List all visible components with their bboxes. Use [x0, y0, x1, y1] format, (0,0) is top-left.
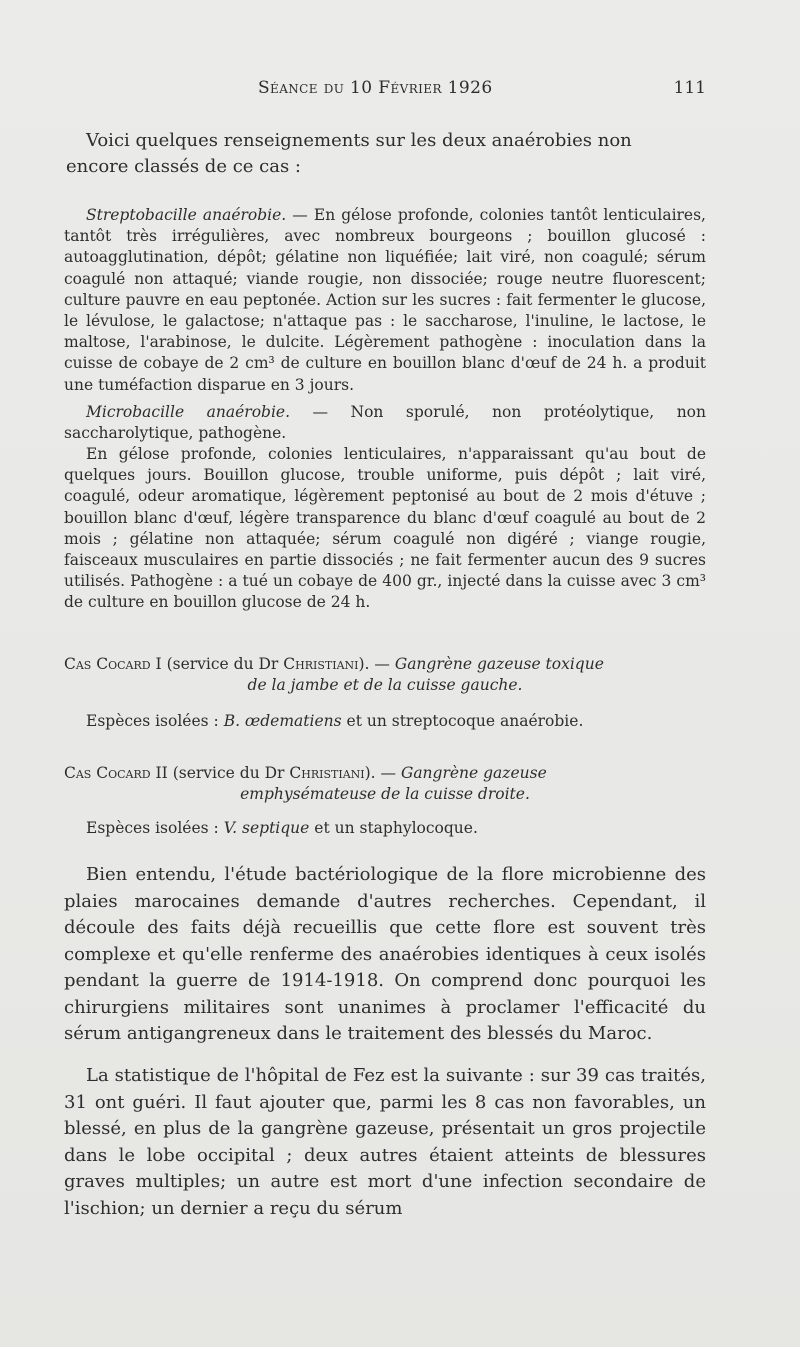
case-cocard-ii-line-1	[64, 763, 706, 784]
streptobacille-title: Streptobacille anaérobie.	[86, 206, 287, 224]
case-cocard-i-name: Cas Cocard I	[64, 655, 162, 673]
microbacille-title: Microbacille anaérobie.	[86, 403, 291, 421]
streptobacille-description: — En gélose profonde, colonies tantôt lenticulaires, tantôt très irrégulières, avec nombreux bourgeons ; bouillon glucosé : autoagglutination, dépôt; gélatine non liquéfiée; lait viré, non coagulé; sérum coagulé non attaqué; viande rougie, non dissociée; rouge neutre fluorescent; culture pauvre en eau peptonée. Action sur les sucres : fait fermenter le glucose, le lévulose, le galactose; n'attaque pas : le saccharose, l'inuline, le lactose, le maltose, l'arabinose, le dulcite. Légèrement pathogène : inoculation dans la cuisse de cobaye de 2 cm³ de culture en bouillon blanc d'œuf de 24 h. a produit une tuméfaction disparue en 3 jours.	[64, 206, 706, 394]
species-case-ii-suffix: et un staphylocoque.	[309, 819, 478, 837]
case-cocard-ii-title-line-1: Gangrène gazeuse	[400, 764, 547, 782]
intro-line-1: Voici quelques renseignements sur les deux anaérobies non	[86, 130, 632, 151]
case-cocard-ii-name: Cas Cocard II	[64, 764, 168, 782]
species-case-i-organism: B. œdematiens	[223, 712, 342, 730]
intro-paragraph	[66, 128, 706, 180]
statistique-paragraph: La statistique de l'hôpital de Fez est la suivante : sur 39 cas traités, 31 ont guéri. Il faut ajouter que, parmi les 8 cas non favorables, un blessé, en plus de la gangrène gazeuse, présentait un gros projectile dans le lobe occipital ; deux autres étaient atteints de blessures graves multiples; un autre est mort d'une infection secondaire de l'ischion; un dernier a reçu du sérum	[64, 1065, 706, 1219]
species-case-i-prefix: Espèces isolées :	[86, 712, 224, 730]
case-cocard-i-line-1	[64, 654, 706, 675]
species-case-ii-prefix: Espèces isolées :	[86, 819, 224, 837]
species-case-i-suffix: et un streptocoque anaérobie.	[341, 712, 584, 730]
case-cocard-i-doctor: Christiani	[283, 655, 359, 673]
bien-entendu-paragraph: Bien entendu, l'étude bactériologique de la flore microbienne des plaies marocaines demande d'autres recherches. Cependant, il découle des faits déjà recueillis que cette flore est souvent très complexe et qu'elle renferme des anaérobies identiques à ceux isolés pendant la guerre de 1914-1918. On comprend donc pourquoi les chirurgiens militaires sont unanimes à proclamer l'efficacité du sérum antigangreneux dans le traitement des blessés du Maroc.	[64, 864, 706, 1044]
page-header	[66, 78, 706, 102]
species-isolated-case-i	[86, 711, 706, 732]
page-number: 111	[673, 78, 706, 98]
species-isolated-case-ii	[86, 818, 706, 839]
case-cocard-i-title-line-1: Gangrène gazeuse toxique	[394, 655, 604, 673]
case-cocard-ii-doctor: Christiani	[289, 764, 365, 782]
case-cocard-ii-close: ). —	[364, 764, 401, 782]
case-cocard-ii	[64, 763, 706, 805]
case-cocard-i-close: ). —	[358, 655, 395, 673]
intro-line-2: encore classés de ce cas :	[66, 156, 301, 177]
gelose-paragraph: En gélose profonde, colonies lenticulaires, n'apparaissant qu'au bout de quelques jours. Bouillon glucose, trouble uniforme, puis dépôt ; lait viré, coagulé, odeur aromatique, légèrement peptonisé au bout de 2 mois d'étuve ; bouillon blanc d'œuf, légère transparence du blanc d'œuf coagulé au bout de 2 mois ; gélatine non attaquée; sérum coagulé non digéré ; viange rougie, faisceaux musculaires en partie dissociés ; ne fait fermenter aucun des 9 sucres utilisés. Pathogène : a tué un cobaye de 400 gr., injecté dans la cuisse avec 3 cm³ de culture en bouillon glucose de 24 h.	[64, 445, 706, 612]
species-case-ii-organism: V. septique	[223, 819, 310, 837]
running-head: Séance du 10 Février 1926	[258, 78, 493, 98]
case-cocard-ii-title-line-2: emphysémateuse de la cuisse droite.	[240, 785, 530, 803]
case-cocard-ii-service: (service du Dr	[167, 764, 290, 782]
microbacille-description: — Non sporulé, non protéolytique, non saccharolytique, pathogène.	[64, 403, 706, 443]
case-cocard-i-title-line-2: de la jambe et de la cuisse gauche.	[247, 676, 523, 694]
case-cocard-i-service: (service du Dr	[161, 655, 284, 673]
microbacille-paragraph	[64, 402, 706, 444]
streptobacille-paragraph	[64, 205, 706, 396]
case-cocard-i	[64, 654, 706, 696]
